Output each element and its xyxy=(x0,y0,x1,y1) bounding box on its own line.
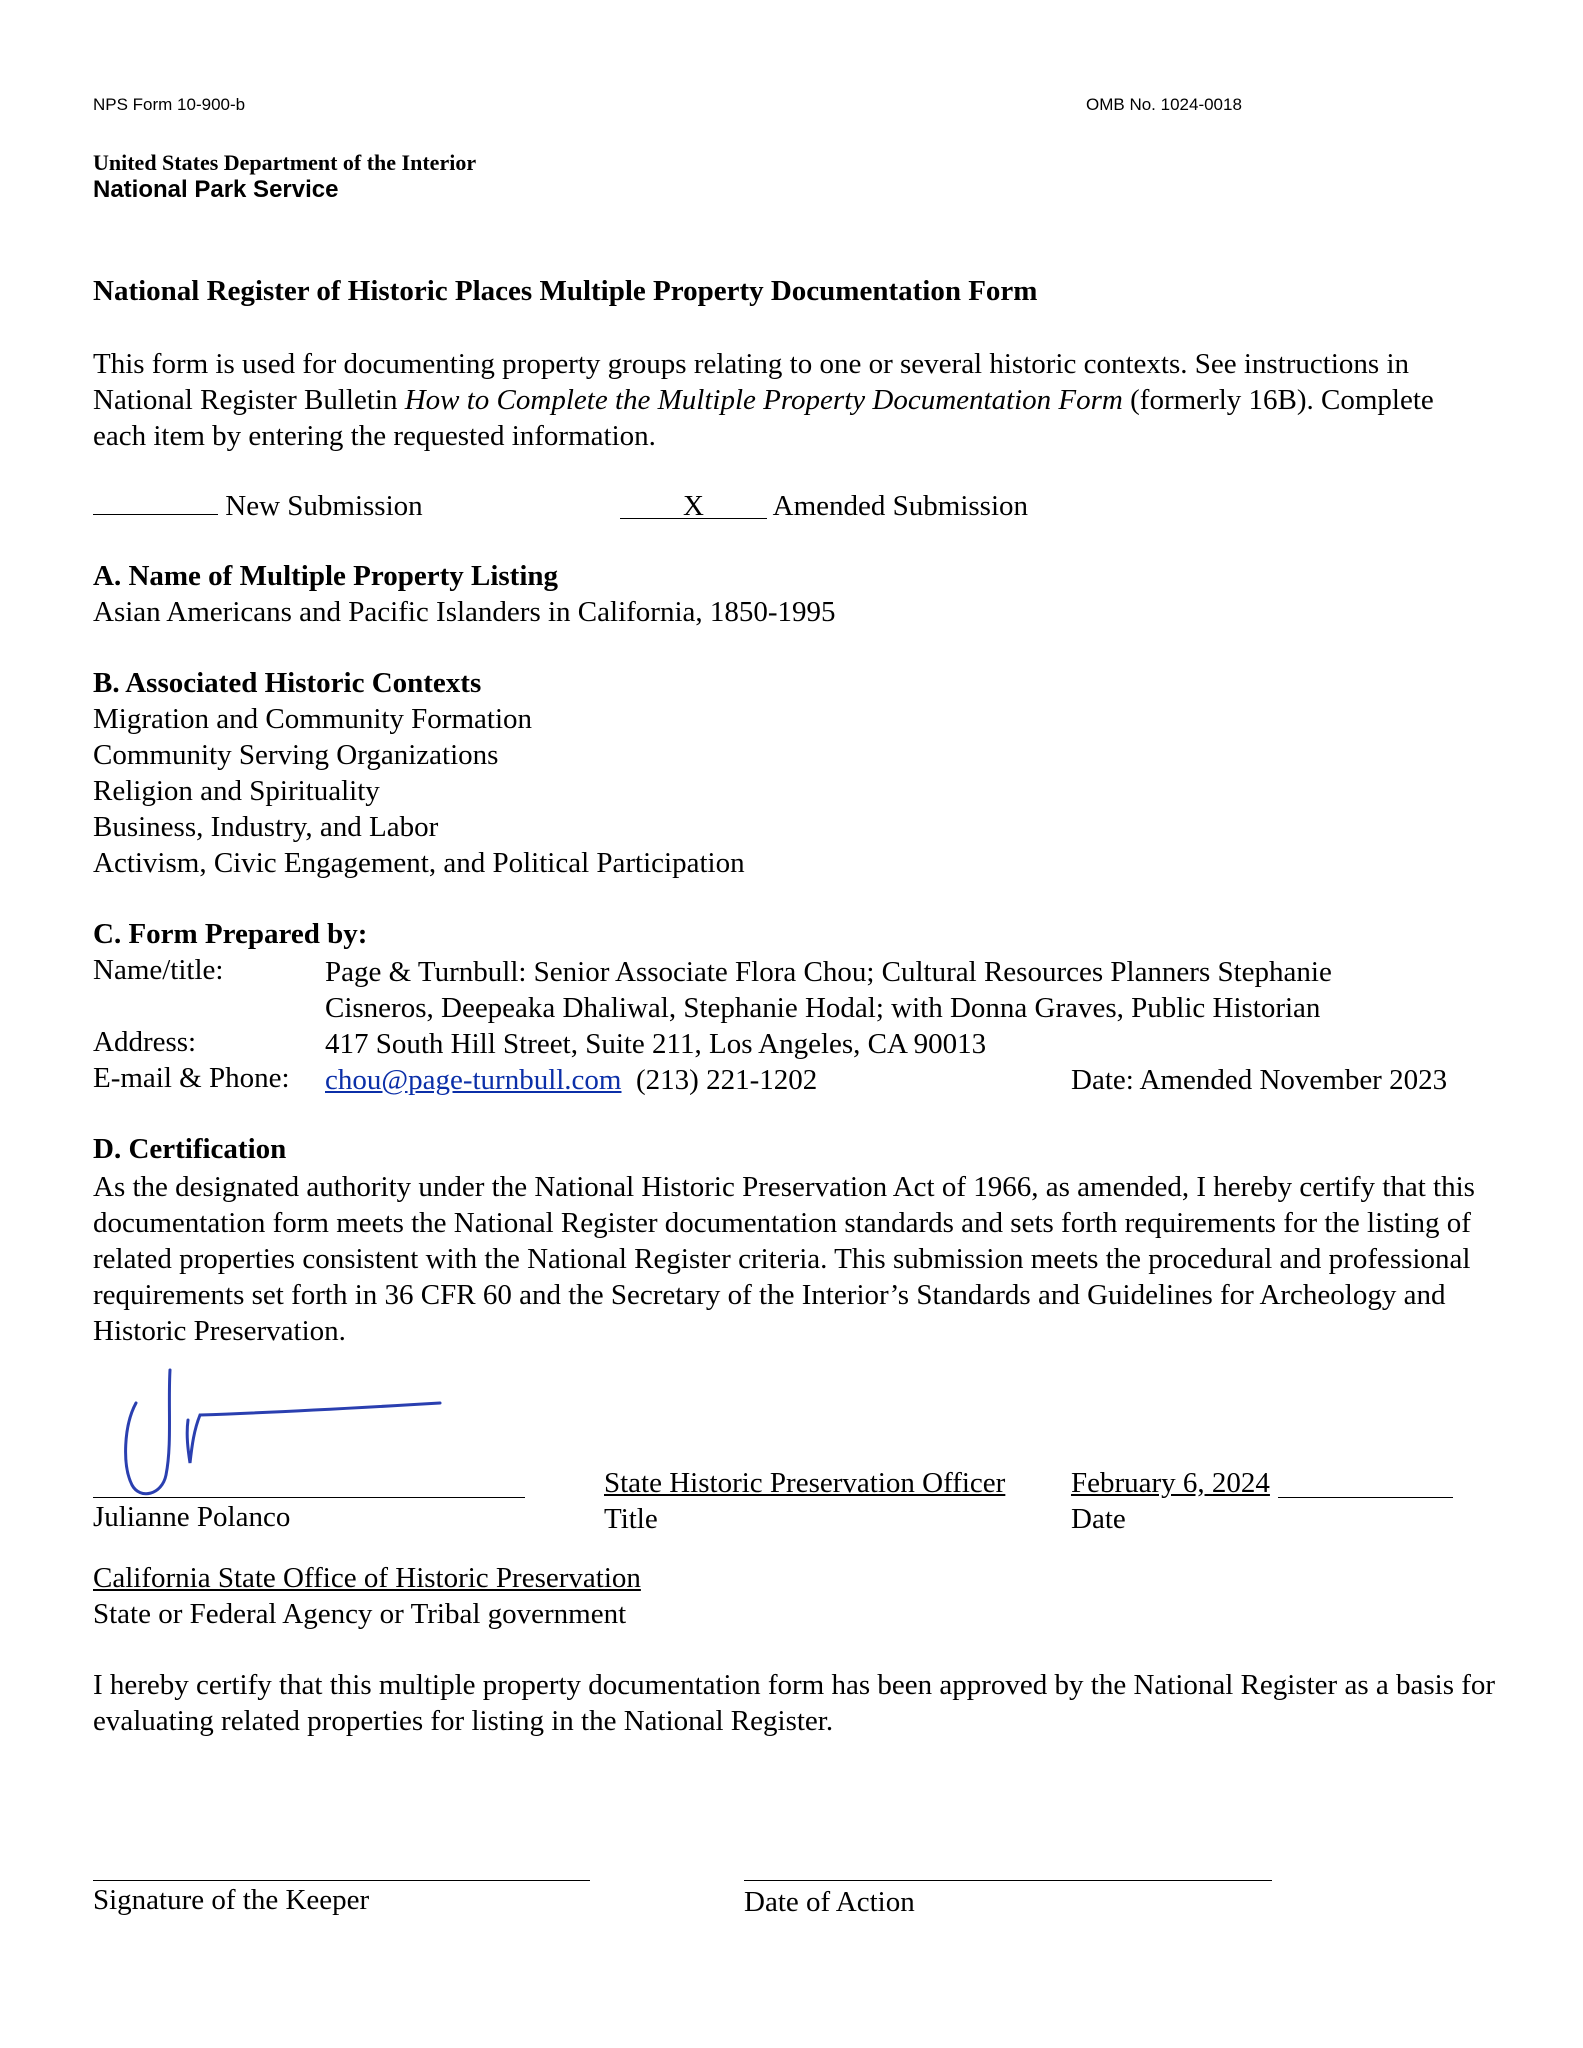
date-line-tail xyxy=(1278,1497,1453,1498)
context-item: Activism, Civic Engagement, and Political Participation xyxy=(93,847,745,879)
new-submission-label: New Submission xyxy=(225,490,423,522)
email-phone-value xyxy=(325,1062,817,1098)
agency-value: California State Office of Historic Preservation xyxy=(93,1562,641,1594)
keeper-signature-label: Signature of the Keeper xyxy=(93,1884,370,1916)
address-label: Address: xyxy=(93,1026,197,1058)
context-item: Religion and Spirituality xyxy=(93,775,380,807)
handwritten-signature xyxy=(110,1365,450,1505)
intro-text-1: This form is used for documenting property groups relating to one or several historic contexts. See instructions in National Register Bulletin xyxy=(93,348,1410,416)
intro-paragraph xyxy=(93,346,1493,454)
bulletin-title: How to Complete the Multiple Property Documentation Form xyxy=(404,384,1123,416)
signer-title-label: Title xyxy=(604,1503,658,1535)
property-listing-name: Asian Americans and Pacific Islanders in California, 1850-1995 xyxy=(93,596,836,628)
signature-stroke xyxy=(126,1370,170,1494)
certification-text: As the designated authority under the National Historic Preservation Act of 1966, as amended, I hereby certify that this documentation form meets the National Register documentation standards and sets forth requirements for the listing of related properties consistent with the National Register criteria. This submission meets the procedural and professional requirements set forth in 36 CFR 60 and the Secretary of the Interior’s Standards and Guidelines for Archeology and Historic Preservation. xyxy=(93,1171,1475,1347)
agency-label: State or Federal Agency or Tribal government xyxy=(93,1598,627,1630)
amended-submission-mark[interactable]: X xyxy=(620,494,767,519)
section-b-heading: B. Associated Historic Contexts xyxy=(93,667,482,699)
prepared-date: Date: Amended November 2023 xyxy=(1071,1064,1448,1096)
context-item: Migration and Community Formation xyxy=(93,703,533,735)
omb-number: OMB No. 1024-0018 xyxy=(1086,95,1242,114)
certification-date-value: February 6, 2024 xyxy=(1071,1467,1270,1499)
agency-name: National Park Service xyxy=(93,176,339,203)
certification-date-label: Date xyxy=(1071,1503,1126,1535)
email-phone-label: E-mail & Phone: xyxy=(93,1062,290,1094)
new-submission-field[interactable] xyxy=(93,488,423,524)
address-value: 417 South Hill Street, Suite 211, Los Angeles, CA 90013 xyxy=(325,1028,987,1060)
form-title: National Register of Historic Places Multiple Property Documentation Form xyxy=(93,275,1038,307)
signature-stroke xyxy=(187,1403,440,1463)
shpo-signature-line[interactable] xyxy=(93,1497,525,1498)
signer-title-value: State Historic Preservation Officer xyxy=(604,1467,1006,1499)
department-name: United States Department of the Interior xyxy=(93,150,477,175)
signer-name: Julianne Polanco xyxy=(93,1501,291,1533)
date-of-action-line[interactable] xyxy=(744,1880,1272,1881)
name-title-label: Name/title: xyxy=(93,954,224,986)
keeper-signature-line[interactable] xyxy=(93,1880,590,1881)
context-item: Business, Industry, and Labor xyxy=(93,811,439,843)
date-of-action-label: Date of Action xyxy=(744,1886,915,1918)
email-link[interactable]: chou@page-turnbull.com xyxy=(325,1064,622,1096)
phone-number: (213) 221-1202 xyxy=(636,1064,818,1096)
section-a-heading: A. Name of Multiple Property Listing xyxy=(93,560,559,592)
context-item: Community Serving Organizations xyxy=(93,739,499,771)
keeper-certification-text: I hereby certify that this multiple property documentation form has been approved by the National Register as a basis for evaluating related properties for listing in the National Register. xyxy=(93,1669,1496,1737)
new-submission-mark[interactable] xyxy=(93,490,218,515)
amended-submission-field[interactable] xyxy=(620,488,1028,524)
form-number: NPS Form 10-900-b xyxy=(93,95,246,114)
name-title-line-1: Page & Turnbull: Senior Associate Flora Chou; Cultural Resources Planners Stephanie xyxy=(325,956,1332,988)
amended-submission-label: Amended Submission xyxy=(772,490,1029,522)
intro-text-2: (formerly 16B). Complete each item by entering the requested information. xyxy=(93,384,1434,452)
section-c-heading: C. Form Prepared by: xyxy=(93,918,368,950)
name-title-line-2: Cisneros, Deepeaka Dhaliwal, Stephanie Hodal; with Donna Graves, Public Historian xyxy=(325,992,1321,1024)
section-d-heading: D. Certification xyxy=(93,1133,287,1165)
